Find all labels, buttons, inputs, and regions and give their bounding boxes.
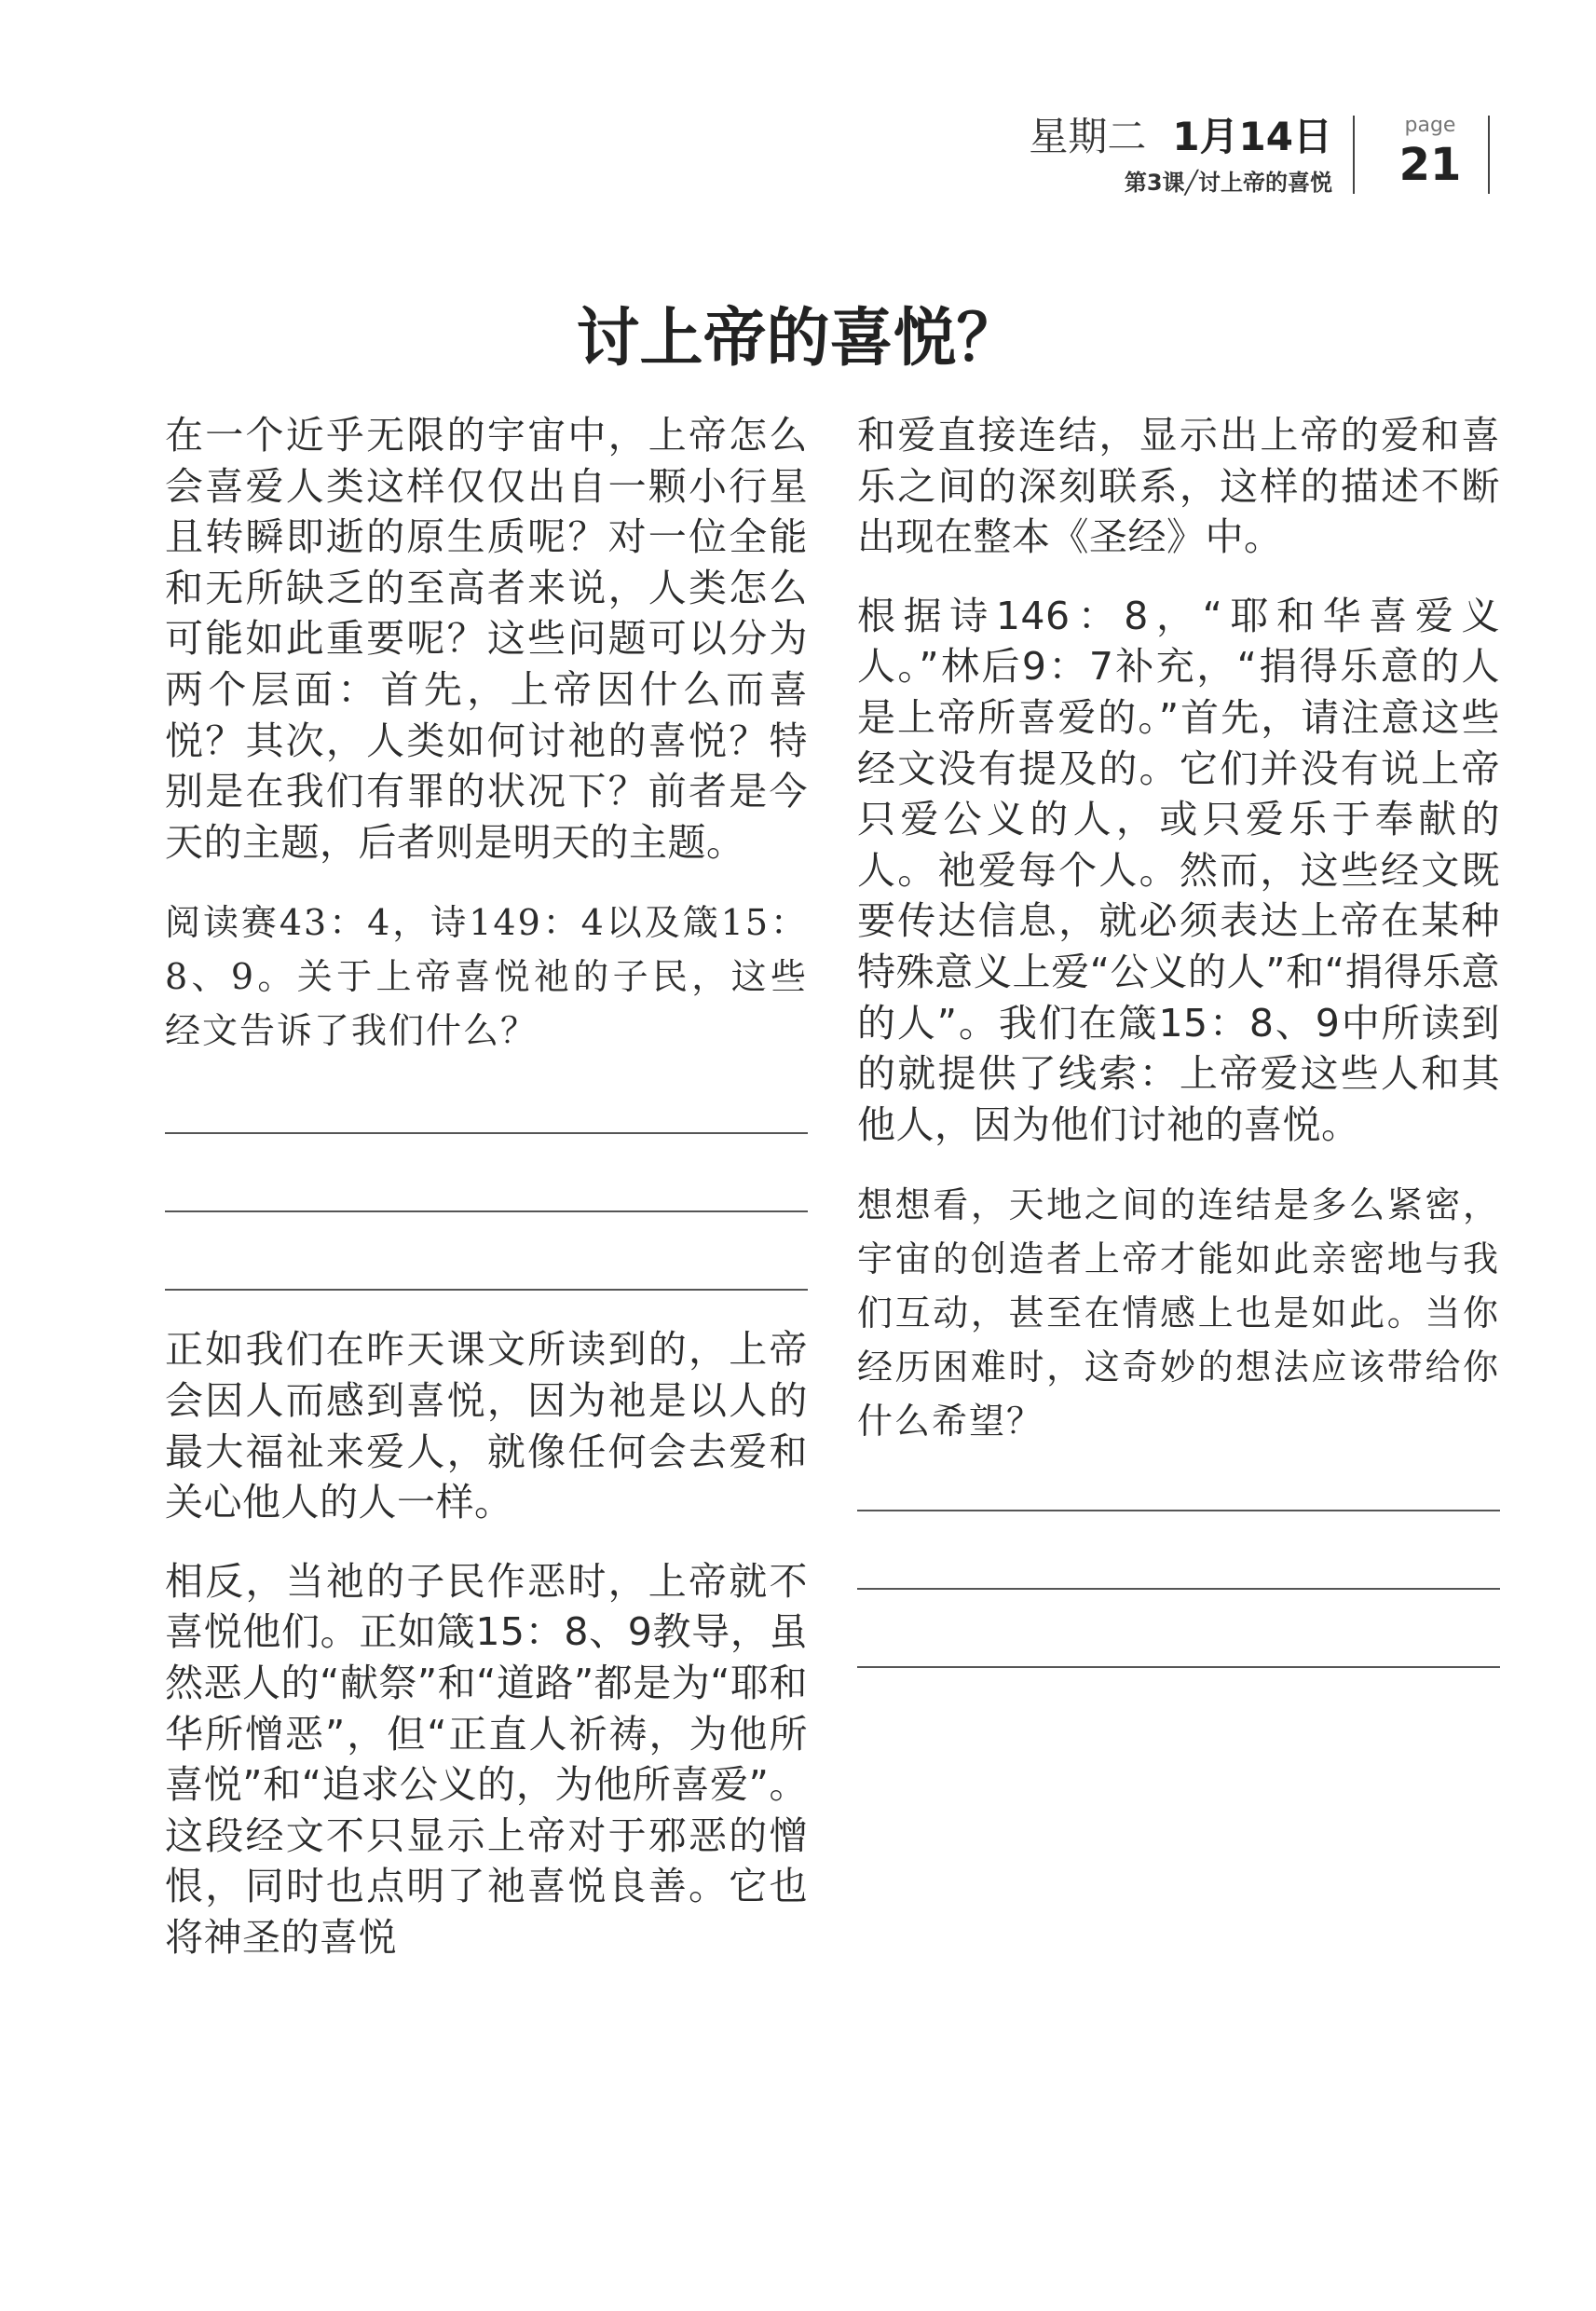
page-number-box [1379, 114, 1481, 192]
left-question: 阅读赛43：4，诗149：4以及箴15：8、9。关于上帝喜悦祂的子民，这些经文告诉了我们什么？ [165, 902, 808, 1052]
page-header [1006, 110, 1332, 198]
header-lesson: 第3课╱讨上帝的喜悦 [1124, 170, 1332, 196]
right-paragraph-1: 和爱直接连结，显示出上帝的爱和喜乐之间的深刻联系，这样的描述不断出现在整本《圣经》中。 [857, 413, 1500, 560]
left-paragraph-2: 正如我们在昨天课文所读到的，上帝会因人而感到喜悦，因为祂是以人的最大福祉来爱人，就像任何会去爱和关心他人的人一样。 [165, 1327, 808, 1525]
answer-line-6[interactable] [857, 1666, 1500, 1668]
header-divider-left [1353, 116, 1355, 194]
page-number: 21 [1398, 139, 1462, 191]
header-date-line [1006, 110, 1332, 164]
left-paragraph-1: 在一个近乎无限的宇宙中，上帝怎么会喜爱人类这样仅仅出自一颗小行星且转瞬即逝的原生质呢？对一位全能和无所缺乏的至高者来说，人类怎么可能如此重要呢？这些问题可以分为两个层面：首先，上帝因什么而喜悦？其次，人类如何讨祂的喜悦？特别是在我们有罪的状况下？前者是今天的主题，后者则是明天的主题。 [165, 413, 808, 865]
page-title: 讨上帝的喜悦？ [576, 301, 1020, 376]
page-label: page [1404, 114, 1456, 137]
right-column [857, 410, 1500, 1668]
left-paragraph-3: 相反，当祂的子民作恶时，上帝就不喜悦他们。正如箴15：8、9教导，虽然恶人的“献祭”和“道路”都是为“耶和华所憎恶”，但“正直人祈祷，为他所喜悦”和“追求公义的，为他所喜爱”。这段经文不只显示上帝对于邪恶的憎恨，同时也点明了祂喜悦良善。它也将神圣的喜悦 [165, 1558, 808, 1960]
right-paragraph-2: 根据诗146：8，“耶和华喜爱义人。”林后9：7补充，“捐得乐意的人是上帝所喜爱的。”首先，请注意这些经文没有提及的。它们并没有说上帝只爱公义的人，或只爱乐于奉献的人。祂爱每个人。然而，这些经文既要传达信息，就必须表达上帝在某种特殊意义上爱“公义的人”和“捐得乐意的人”。我们在箴15：8、9中所读到的就提供了线索：上帝爱这些人和其他人，因为他们讨祂的喜悦。 [857, 593, 1500, 1147]
left-column [165, 410, 808, 1990]
header-date: 1月14日 [1172, 114, 1332, 159]
header-divider-right [1488, 116, 1490, 194]
header-weekday: 星期二 [1029, 114, 1147, 159]
right-question: 想想看，天地之间的连结是多么紧密，宇宙的创造者上帝才能如此亲密地与我们互动，甚至在情感上也是如此。当你经历困难时，这奇妙的想法应该带给你什么希望？ [857, 1184, 1500, 1443]
